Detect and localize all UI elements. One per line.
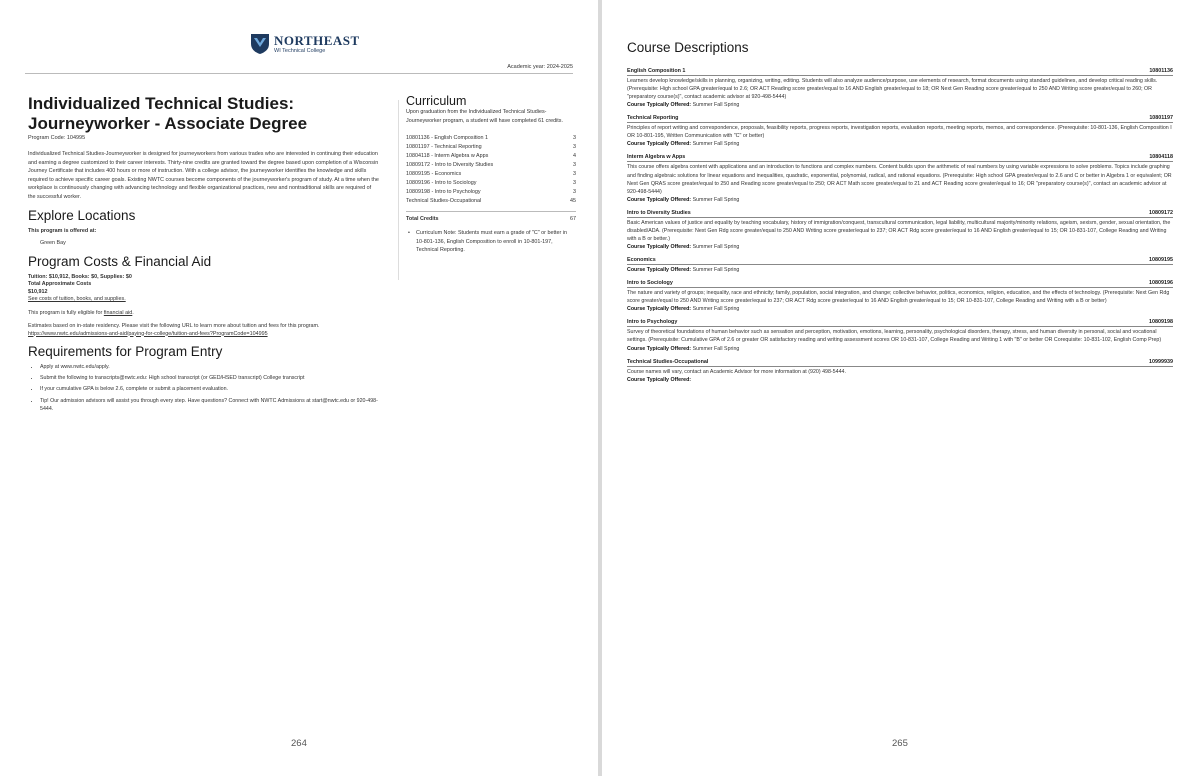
financial-aid-line: This program is fully eligible for financial aid. [28,309,134,316]
tuition-line: Tuition: $10,912, Books: $0, Supplies: $0 [28,273,132,280]
course-description: Learners develop knowledge/skills in planning, organizing, writing, editing. Students will also analyze audience/purpose, use elements of research, format documents using standard guidelines, and develop critical reading skills. (Prerequisite: High school GPA greater/equal to 2.6; OR ACT Reading score greater/equal to 16 AND English greater/equal to 18; OR Next Gen Reading score greater/equal to 250 AND Writing score greater/equal to 260; OR "preparatory course(s)", contact academic advisor at 920-498-5444) [627,78,1158,101]
course-offered [627,345,1173,353]
curriculum-course-name: 10809195 - Economics [406,171,462,177]
course-entry [627,280,1173,313]
course-offered-terms: Summer Fall Spring [692,196,740,203]
curriculum-row [406,170,576,179]
requirements-list [28,363,380,413]
course-code: 10801136 [1149,68,1173,74]
course-header [627,280,1173,288]
program-code: Program Code: 104995 [28,135,86,141]
course-offered-terms: Summer Fall Spring [692,345,740,352]
course-header [627,210,1173,218]
header-divider [25,73,573,74]
curriculum-row [406,161,576,170]
curriculum-course-credits: 45 [570,198,576,204]
curriculum-list [398,134,576,206]
course-offered-terms: Summer Fall Spring [692,102,740,109]
course-offered-label: Course Typically Offered: [627,196,692,203]
course-entry [627,68,1173,109]
curriculum-course-name: 10801136 - English Composition 1 [406,135,489,141]
curriculum-course-name: 10809198 - Intro to Psychology [406,189,481,195]
requirements-heading: Requirements for Program Entry [28,344,223,360]
course-offered-terms: Summer Fall Spring [692,141,740,148]
explore-locations-heading: Explore Locations [28,207,136,223]
total-credits-row [398,215,576,224]
page-number-left: 264 [291,738,307,749]
nwtc-logo [250,32,360,56]
course-offered-terms: Summer Fall Spring [692,306,740,313]
total-credits-label: Total Credits [406,216,439,222]
academic-year: Academic year: 2024-2025 [507,64,573,70]
curriculum-course-name: 10801197 - Technical Reporting [406,144,482,150]
course-description: Course names will vary, contact an Academic Advisor for more information at (920) 498-5444. [627,368,846,375]
requirement-item: • Submit the following to transcripts@nwtc.edu: High school transcript (or GED/HSED transcript) College transcript [40,374,380,382]
curriculum-course-credits: 4 [573,153,576,159]
course-description: This course offers algebra content with applications and an introduction to functions and complex numbers. Content builds upon the arithmetic of real numbers by using variable expressions to solve problems. Topics include graphing and finding algebraic solutions for linear equations and inequalities, quadratic, exponential, polynomial, radical, and rational equations. (Prerequisite: High school GPA greater/equal to 2.6 and C or better in Algebra 1 or equivalent; OR Next Gen QRAS score greater/equal to 250 and Reading score greater/equal to 250; OR ACT Math score greater/equal to 21 and ACT Reading score greater/equal to 16; OR "preparatory course(s)", contact an academic advisor at 920-498-5444) [627,164,1172,195]
course-header [627,319,1173,327]
course-name: Technical Reporting [627,115,679,122]
course-name: Economics [627,257,656,264]
course-offered [627,196,1173,204]
costs-link[interactable]: See costs of tuition, books, and supplies. [28,296,126,303]
course-offered-label: Course Typically Offered: [627,267,692,274]
requirement-item: • Apply at www.nwtc.edu/apply. [40,363,380,371]
curriculum-course-credits: 3 [573,144,576,150]
course-name: Intro to Sociology [627,280,673,287]
course-code: 10809172 [1149,209,1173,216]
curriculum-course-name: 10809172 - Intro to Diversity Studies [406,162,494,168]
course-entry [627,319,1173,352]
course-offered-label: Course Typically Offered: [627,306,692,313]
course-offered-label: Course Typically Offered: [627,102,692,109]
course-header [627,359,1173,367]
logo-name: NORTHEAST [274,32,360,48]
course-offered [627,101,1173,109]
course-offered [627,243,1173,251]
curriculum-row [406,134,576,143]
curriculum-row [406,143,576,152]
shield-logo-icon [250,33,270,55]
course-code: 10804118 [1149,154,1173,161]
course-description: Basic American values of justice and equality by teaching vocabulary, history of immigration/conquest, transcultural communication, legal liability, multicultural majority/minority relations, ageism, sexism, gender, sexual orientation, the disabled/ADA. (Prerequisite: Next Gen Rdg score greater/equal to 250 AND Writing score greater/equal to 237; OR ACT Rdg score greater/equal to 16 AND English greater/equal to 15; OR 10-831-107, College Reading and Writing with a B or better.) [627,219,1171,243]
requirement-item: • If your cumulative GPA is below 2.6, complete or submit a placement evaluation. [40,385,380,393]
curriculum-row [406,179,576,188]
program-intro: Individualized Technical Studies-Journeyworker is designed for journeyworkers from various trades who are interested in continuing their education and earning a degree customized to their career interests. Thirty-nine credits are granted toward the degree based upon completion of a Wisconsin Journey Certificate that includes 400 hours or more of instruction. With a college advisor, the journeyworker identifies the knowledge and skills required to achieve specific career goals. Existing NWTC courses become components of the journeyworker's program of study. At a time when the workplace is continuously changing with advancing technology and flexible organizational practices, new and nontraditional skills are required of the successful worker. [28,151,379,200]
course-offered-terms: Summer Fall Spring [692,244,740,251]
course-header [627,115,1173,123]
curriculum-course-name: Technical Studies-Occupational [406,198,482,204]
logo-subtitle: WI Technical College [274,47,326,54]
course-name: English Composition 1 [627,68,686,74]
right-page [602,0,1200,776]
financial-aid-text: This program is fully eligible for [28,309,103,316]
course-offered-label: Course Typically Offered: [627,141,692,148]
course-entry [627,210,1173,251]
course-header [627,68,1173,76]
curriculum-course-credits: 3 [573,135,576,141]
course-name: Interm Algebra w Apps [627,154,686,161]
location-green-bay[interactable]: Green Bay [40,240,66,247]
curriculum-heading: Curriculum [406,94,467,108]
total-credits-value: 67 [570,216,576,222]
page-number-right: 265 [892,738,908,749]
course-offered [627,305,1173,313]
course-entry [627,257,1173,274]
tuition-url-link[interactable]: https://www.nwtc.edu/admissions-and-aid/paying-for-college/tuition-and-fees?ProgramCode=104995 [28,330,268,337]
curriculum-course-name: 10809196 - Intro to Sociology [406,180,477,186]
course-code: 10801197 [1149,115,1173,122]
course-offered [627,140,1173,148]
program-overview [28,94,380,413]
curriculum-course-name: 10804118 - Interm Algebra w Apps [406,153,489,159]
course-description: The nature and variety of groups; inequality, race and ethnicity; family, population, social integration, and change; collective behavior, politics, economics, religion, education, and the effects of technology. (Prerequisite: Next Gen Rdg score greater/equal to 250 AND Writing score greater/equal to 237; OR ACT Rdg score greater/equal to 16 AND English greater/equal to 15; OR 10-831-107, College Reading and Writing with a B or better) [627,290,1170,305]
left-page [0,0,598,776]
course-code: 10999939 [1149,358,1173,365]
course-header [627,154,1173,162]
estimate-note: Estimates based on in-state residency. Please visit the following URL to learn more about tuition and fees for this program. [28,323,320,330]
course-offered [627,266,1173,274]
course-descriptions-title: Course Descriptions [627,40,749,55]
curriculum-course-credits: 3 [573,189,576,195]
offered-at-label: This program is offered at: [28,227,97,234]
program-title-line2: Journeyworker - Associate Degree [28,114,308,133]
curriculum-intro: Upon graduation from the Individualized Technical Studies-Journeyworker program, a student will have completed 61 credits. [406,109,564,124]
course-offered-label: Course Typically Offered: [627,376,692,383]
curriculum-section [398,94,576,255]
course-description: Survey of theoretical foundations of human behavior such as sensation and perception, motivation, emotions, learning, personality, psychological disorders, therapy, stress, and human diversity in personal, social and vocational settings. (Prerequisite: Cumulative GPA of 2.6 or greater OR satisfactory reading and writing assessment scores OR 10-831-107, College Reading and Writing 1 with "B" or better OR Corequisite: 10-831-102, English Comp Prep) [627,329,1162,344]
total-costs-label: Total Approximate Costs [28,281,92,288]
course-entry [627,154,1173,203]
curriculum-course-credits: 3 [573,180,576,186]
requirement-item: • Tip! Our admission advisors will assist you through every step. Have questions? Connect with NWTC Admissions at start@nwtc.edu or 920-498-5444. [40,397,380,413]
program-costs-heading: Program Costs & Financial Aid [28,253,212,269]
curriculum-row [406,152,576,161]
course-list [627,68,1173,390]
course-code: 10809198 [1149,319,1173,326]
course-name: Intro to Diversity Studies [627,209,691,216]
curriculum-divider [406,211,576,212]
course-name: Intro to Psychology [627,319,678,326]
curriculum-note: • Curriculum Note: Students must earn a grade of "C" or better in 10-801-136, English Composition to enroll in 10-801-197, Technical Reporting. [398,229,576,255]
financial-aid-link[interactable]: financial aid [103,309,133,316]
total-costs-value: $10,912 [28,288,48,295]
course-offered [627,376,1173,384]
course-code: 10809195 [1149,257,1173,264]
course-entry [627,359,1173,384]
curriculum-row [406,188,576,197]
program-title-line1: Individualized Technical Studies: [28,94,295,113]
course-offered-terms: Summer Fall Spring [692,267,740,274]
course-code: 10809196 [1149,280,1173,287]
course-name: Technical Studies-Occupational [627,358,709,365]
course-entry [627,115,1173,148]
course-offered-label: Course Typically Offered: [627,345,692,352]
course-description: Principles of report writing and correspondence, proposals, feasibility reports, progress reports, investigation reports, evaluation reports, meeting reports, memos, and correspondence. (Prerequisite: 10-801-136, English Composition I OR 10-801-195, Written Communication with "C" or better) [627,125,1172,140]
course-header [627,257,1173,265]
course-offered-label: Course Typically Offered: [627,244,692,251]
curriculum-row [406,197,576,206]
curriculum-course-credits: 3 [573,162,576,168]
curriculum-course-credits: 3 [573,171,576,177]
